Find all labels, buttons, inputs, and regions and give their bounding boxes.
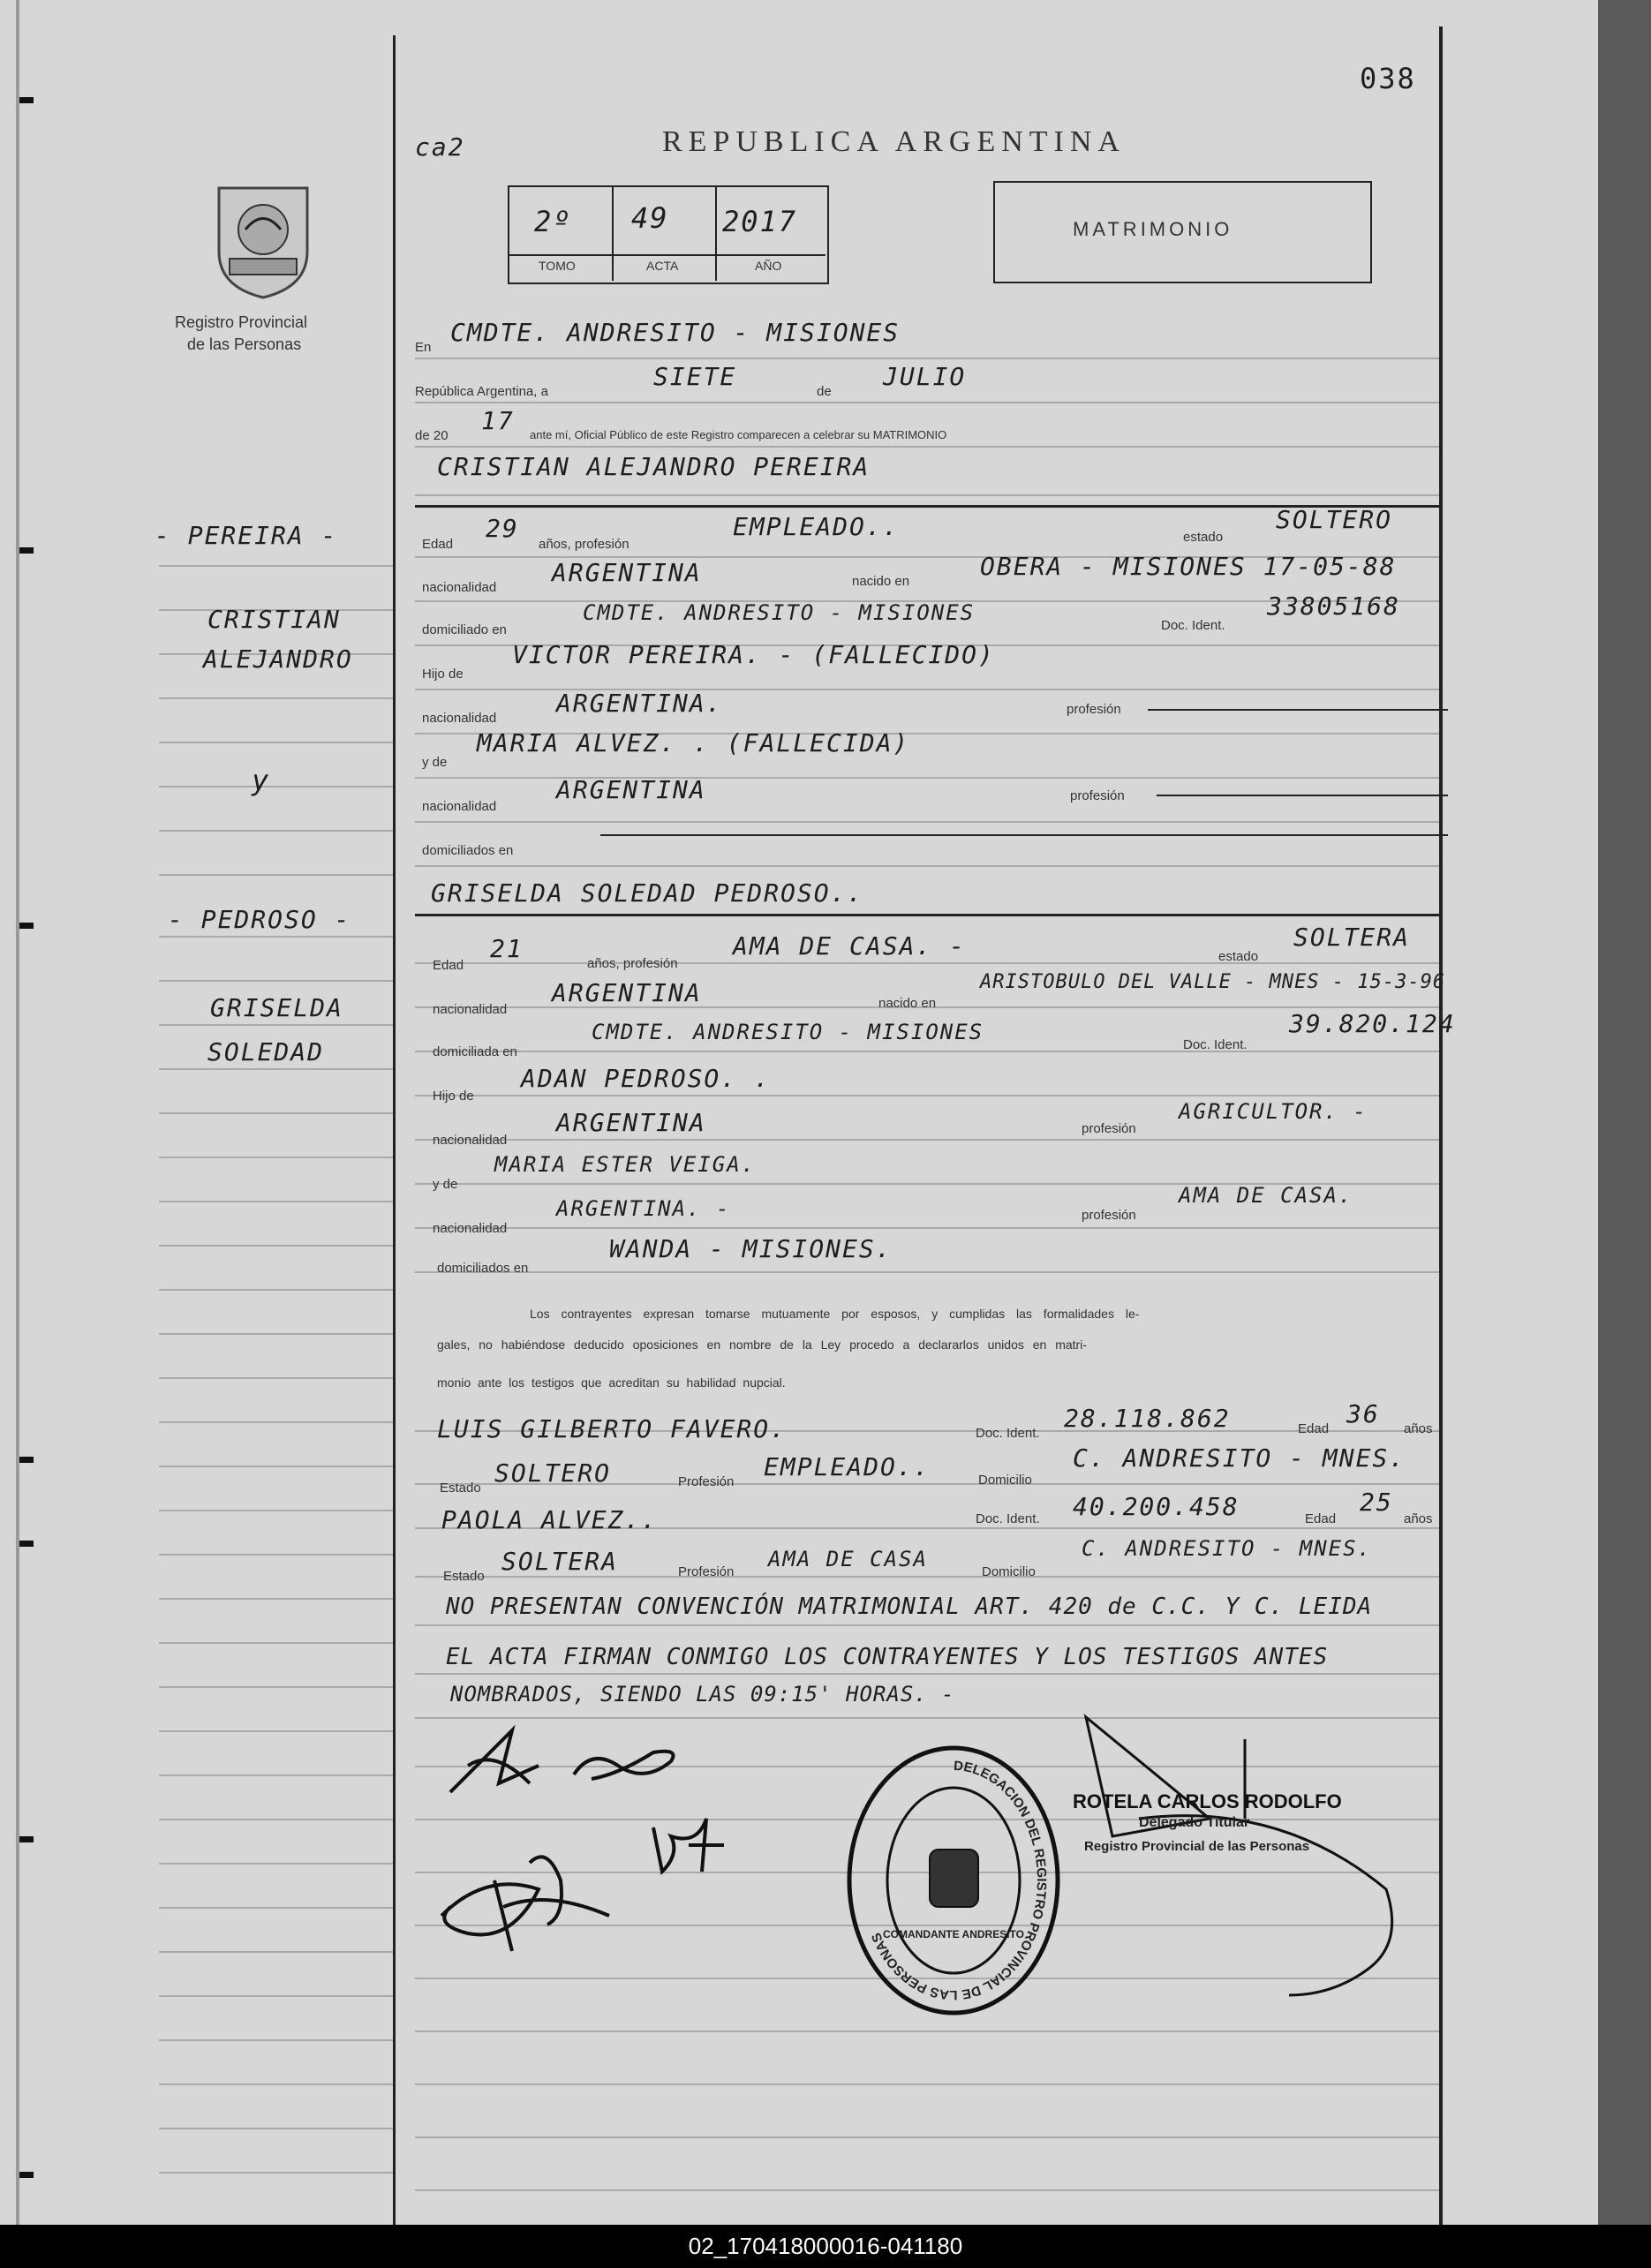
label-nacido-en: nacido en [852,574,910,589]
blank-line [600,834,1448,836]
spouse1-age: 29 [486,514,519,543]
stamp-inner-text: COMANDANTE ANDRESITO [882,1928,1025,1940]
ceremony-place: CMDTE. ANDRESITO - MISIONES [450,318,901,347]
label-y-de: y de [433,1177,458,1192]
label-domicilio: Domicilio [982,1564,1036,1579]
label-nacionalidad: nacionalidad [433,1221,508,1236]
spouse1-father-nationality: ARGENTINA. [556,689,723,718]
binding-mark [19,97,34,103]
label-anios-profesion: años, profesión [587,956,678,971]
label-republica: República Argentina, a [415,384,548,399]
margin-surname-1: - PEREIRA - [155,521,338,550]
binding-mark [19,2172,34,2178]
registry-caption: Registro Provincial [175,313,308,331]
act-type: MATRIMONIO [1073,218,1233,240]
label-profesion: profesión [1070,788,1125,803]
margin-given-1b: ALEJANDRO [203,644,353,674]
spouse2-status: SOLTERA [1293,923,1411,952]
spouse2-mother-nationality: ARGENTINA. - [556,1196,731,1221]
note-line: EL ACTA FIRMAN CONMIGO LOS CONTRAYENTES Y LOS TESTIGOS ANTES [446,1644,1329,1670]
label-anios: años [1404,1421,1433,1436]
spouse1-mother-nationality: ARGENTINA [556,775,706,804]
witness2-address: C. ANDRESITO - MNES. [1082,1536,1372,1561]
spouse2-parents-address: WANDA - MISIONES. [609,1234,893,1263]
label-domiciliados: domiciliados en [422,843,514,858]
label-doc-ident: Doc. Ident. [976,1511,1040,1526]
spouse2-address: CMDTE. ANDRESITO - MISIONES [592,1020,984,1044]
witness1-profession: EMPLEADO.. [764,1452,931,1481]
witness1-address: C. ANDRESITO - MNES. [1073,1443,1406,1473]
ceremony-day: SIETE [653,362,737,391]
label-anios: años [1404,1511,1433,1526]
spouse1-status: SOLTERO [1276,505,1393,534]
spouse2-mother: MARIA ESTER VEIGA. [494,1152,757,1177]
blank-line [1148,709,1448,711]
label-profesion: Profesión [678,1564,735,1579]
binding-mark [19,1541,34,1547]
official-title: Delegado Titular [1139,1815,1250,1830]
spouse2-father-profession: AGRICULTOR. - [1179,1099,1368,1124]
margin-given-2a: GRISELDA [210,993,343,1022]
registry-logo [210,181,316,300]
page-edge [16,0,19,2225]
spouse1-address: CMDTE. ANDRESITO - MISIONES [583,600,976,625]
label-profesion: Profesión [678,1474,735,1489]
label-domiciliado: domiciliado en [422,622,507,637]
witness1-age: 36 [1346,1399,1380,1428]
spouse2-doc: 39.820.124 [1289,1009,1456,1038]
official-stamp [843,1744,1064,2026]
anio-value: 2017 [722,205,798,238]
label-edad: Edad [1298,1421,1330,1436]
binding-mark [19,923,34,929]
spouse2-father-nationality: ARGENTINA [556,1108,706,1137]
tomo-value: 2º [534,205,572,238]
spouse2-mother-profession: AMA DE CASA. [1179,1183,1353,1208]
record-divider [612,185,614,281]
spouse2-profession: AMA DE CASA. - [733,931,967,961]
label-profesion: profesión [1082,1121,1136,1136]
binding-mark [19,547,34,554]
witness1-doc: 28.118.862 [1064,1404,1231,1433]
spouse2-father: ADAN PEDROSO. . [521,1064,771,1093]
anio-label: AÑO [755,259,782,273]
margin-conjunction: y [252,764,271,797]
spouse1-nationality: ARGENTINA [552,558,702,587]
spouse1-father: VICTOR PEREIRA. - (FALLECIDO) [512,640,995,669]
spouse1-birthplace: OBERA - MISIONES 17-05-88 [980,552,1397,581]
label-doc-ident: Doc. Ident. [1161,618,1225,633]
ceremony-year: 17 [481,406,515,435]
official-institution: Registro Provincial de las Personas [1084,1839,1310,1854]
witness1-status: SOLTERO [494,1458,612,1488]
label-de: de [817,384,832,399]
witness-signature [653,1819,724,1872]
spouse2-full-name: GRISELDA SOLEDAD PEDROSO.. [431,878,864,908]
label-nacido-en: nacido en [878,996,937,1011]
margin-given-1a: CRISTIAN [207,605,341,634]
label-domicilio: Domicilio [978,1473,1032,1488]
label-domiciliados: domiciliados en [437,1261,529,1276]
label-en: En [415,340,432,355]
label-ante-mi: ante mí, Oficial Público de este Registro comparecen a celebrar su MATRIMONIO [530,428,947,441]
binding-mark [19,1836,34,1842]
acta-value: 49 [631,201,669,235]
label-estado: Estado [443,1569,485,1584]
label-estado: estado [1218,949,1259,964]
record-divider [509,254,826,256]
declaration-line: monio ante los testigos que acreditan su habilidad nupcial. [437,1375,786,1390]
label-estado: Estado [440,1481,481,1496]
witness1-name: LUIS GILBERTO FAVERO. [437,1414,788,1443]
registry-caption: de las Personas [187,335,302,353]
spouse2-nationality: ARGENTINA [552,978,702,1007]
label-domiciliada: domiciliada en [433,1044,517,1059]
official-signature [1086,1717,1392,1995]
label-nacionalidad: nacionalidad [422,580,497,595]
adjacent-page [1598,0,1651,2225]
corner-mark: ca2 [415,132,465,162]
note-line: NOMBRADOS, SIENDO LAS 09:15' HORAS. - [450,1682,955,1707]
label-hijo-de: Hijo de [422,667,464,682]
label-nacionalidad: nacionalidad [422,799,497,814]
spouse1-profession: EMPLEADO.. [733,512,900,541]
acta-label: ACTA [646,259,679,273]
margin-rule [393,35,396,2225]
label-de-20: de 20 [415,428,449,443]
label-doc-ident: Doc. Ident. [976,1426,1040,1441]
declaration-line: Los contrayentes expresan tomarse mutuamente por esposos, y cumplidas las formalidades le- [530,1307,1140,1321]
witness2-name: PAOLA ALVEZ.. [441,1505,659,1534]
label-y-de: y de [422,755,448,770]
stamp-seal [930,1850,978,1907]
label-edad: Edad [1305,1511,1337,1526]
ceremony-month: JULIO [883,362,967,391]
label-hijo-de: Hijo de [433,1089,474,1104]
label-nacionalidad: nacionalidad [433,1133,508,1148]
label-profesion: profesión [1082,1208,1136,1223]
spouse1-mother: MARIA ALVEZ. . (FALLECIDA) [477,728,910,757]
tomo-label: TOMO [539,259,576,273]
label-edad: Edad [422,537,454,552]
spouse2-age: 21 [490,934,524,963]
label-estado: estado [1183,530,1224,545]
official-name: ROTELA CARLOS RODOLFO [1073,1790,1342,1812]
label-nacionalidad: nacionalidad [433,1002,508,1017]
spouse2-birthplace: ARISTOBULO DEL VALLE - MNES - 15-3-96 [980,971,1446,993]
page-number: 038 [1360,62,1416,95]
spouse1-doc: 33805168 [1267,591,1400,621]
image-footer: 02_170418000016-041180 [0,2225,1651,2268]
contrayente-signature [450,1730,674,1792]
margin-given-2b: SOLEDAD [207,1037,325,1066]
label-doc-ident: Doc. Ident. [1183,1037,1248,1052]
margin-surname-2: - PEDROSO - [168,905,351,934]
label-anios-profesion: años, profesión [539,537,629,552]
witness2-status: SOLTERA [501,1547,619,1576]
witness2-age: 25 [1360,1488,1393,1517]
declaration-line: gales, no habiéndose deducido oposiciones en nombre de la Ley procedo a declararlos unidos en matri- [437,1337,1087,1352]
record-divider [715,185,717,281]
country-header: REPUBLICA ARGENTINA [662,125,1126,158]
note-line: NO PRESENTAN CONVENCIÓN MATRIMONIAL ART. 420 de C.C. Y C. LEIDA [446,1594,1373,1620]
blank-line [1157,795,1448,796]
label-nacionalidad: nacionalidad [422,711,497,726]
contrayente-signature [441,1857,609,1951]
label-edad: Edad [433,958,464,973]
label-profesion: profesión [1067,702,1121,717]
stamp-ring-text: DELEGACION DEL REGISTRO PROVINCIAL DE LAS PERSONAS [868,1758,1050,2003]
binding-mark [19,1457,34,1463]
witness2-doc: 40.200.458 [1073,1492,1240,1521]
witness2-profession: AMA DE CASA [768,1547,928,1571]
spouse1-full-name: CRISTIAN ALEJANDRO PEREIRA [437,452,871,481]
